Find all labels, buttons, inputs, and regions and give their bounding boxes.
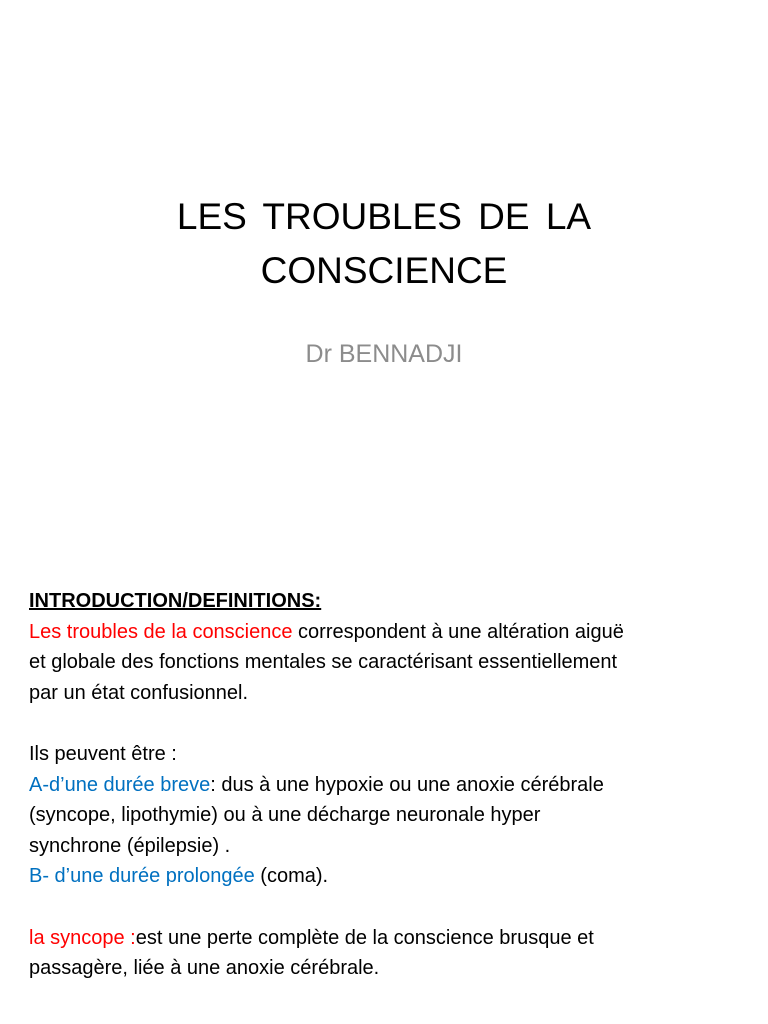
slide-title-line-1: LES TROUBLES DE LA bbox=[176, 196, 592, 237]
intro-paragraph-line-1 bbox=[29, 617, 749, 648]
slide-subtitle-author: Dr BENNADJI bbox=[305, 340, 463, 368]
type-a-line-3: synchrone (épilepsie) . bbox=[29, 834, 231, 857]
type-b-label: B- d’une durée prolongée bbox=[29, 865, 255, 888]
type-a-label: A-d’une durée breve bbox=[29, 773, 211, 796]
syncope-line-1 bbox=[29, 923, 749, 954]
type-a-line-2: (syncope, lipothymie) ou à une décharge neuronale hyper bbox=[29, 804, 541, 827]
type-a-line-1-text: : dus à une hypoxie ou une anoxie cérébrale bbox=[210, 773, 604, 796]
type-b-line bbox=[29, 861, 749, 892]
type-a-line-1 bbox=[29, 770, 749, 801]
intro-paragraph-line-3: par un état confusionnel. bbox=[29, 681, 249, 704]
intro-paragraph-line-2: et globale des fonctions mentales se caractérisant essentiellement bbox=[29, 651, 618, 674]
slide-title-line-2: CONSCIENCE bbox=[260, 250, 508, 291]
intro-term: Les troubles de la conscience bbox=[29, 620, 293, 643]
syncope-line-2: passagère, liée à une anoxie cérébrale. bbox=[29, 957, 380, 980]
slide-title bbox=[40, 190, 728, 298]
syncope-term: la syncope : bbox=[29, 926, 136, 949]
section-heading: INTRODUCTION/DEFINITIONS: bbox=[29, 590, 322, 612]
intro-line-1-text: correspondent à une altération aiguë bbox=[292, 620, 624, 643]
syncope-line-1-text: est une perte complète de la conscience brusque et bbox=[135, 926, 594, 949]
slide-content bbox=[29, 586, 749, 984]
paragraph-spacer bbox=[29, 892, 749, 923]
types-intro: Ils peuvent être : bbox=[29, 742, 177, 765]
paragraph-spacer bbox=[29, 708, 749, 739]
type-b-text: (coma). bbox=[254, 865, 329, 888]
content-slide bbox=[0, 576, 768, 1024]
